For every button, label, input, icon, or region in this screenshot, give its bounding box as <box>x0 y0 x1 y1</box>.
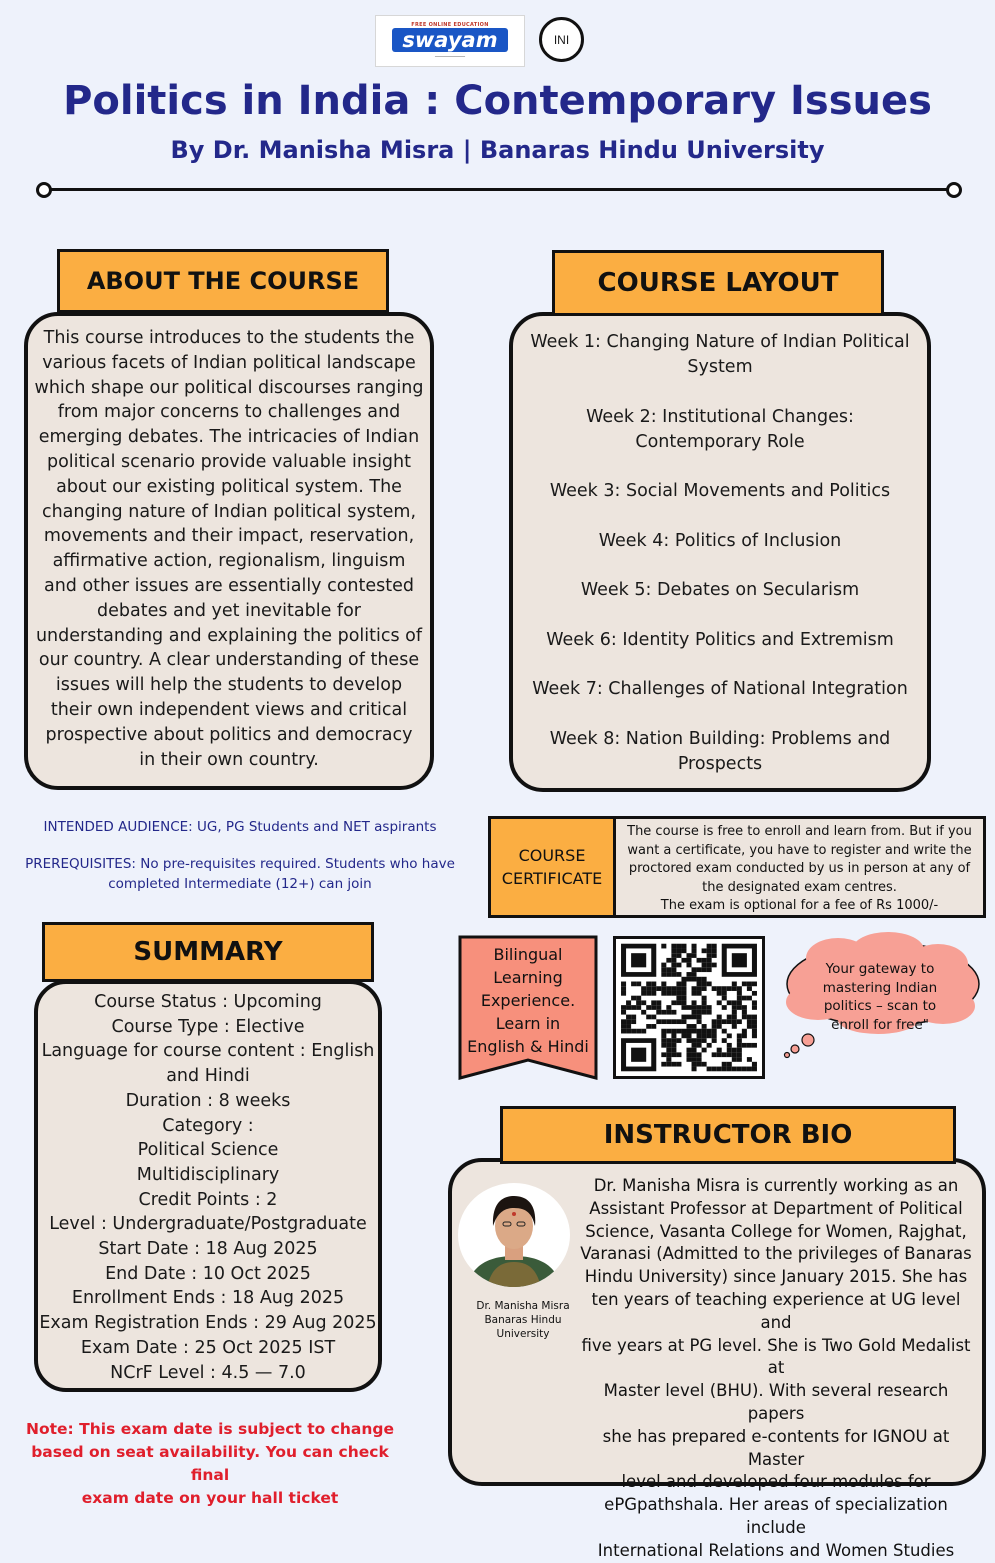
bio-line: Science, Vasanta College for Women, Rajghat, <box>585 1221 967 1241</box>
instructor-bio-text <box>574 1175 978 1563</box>
certificate-line: The course is free to enroll and learn from. But if you <box>627 824 972 839</box>
about-line: political scenario provide valuable insight <box>46 451 411 472</box>
about-line: and other issues are essentially contested <box>43 575 415 596</box>
course-week-item <box>513 479 927 504</box>
course-week-item <box>513 628 927 653</box>
bio-line: Dr. Manisha Misra is currently working as an <box>593 1176 959 1195</box>
photo-caption-line: University <box>496 1328 550 1340</box>
prerequisites-line-2: completed Intermediate (12+) can join <box>108 875 372 892</box>
about-line: understanding and explaining the politics of <box>35 625 423 646</box>
course-layout-list <box>513 330 927 777</box>
about-line: prospective about politics and democracy <box>45 724 413 745</box>
about-line: from major concerns to challenges and <box>57 402 401 423</box>
swayam-tagline: FREE ONLINE EDUCATION <box>411 22 489 28</box>
swayam-logo <box>375 15 525 67</box>
instructor-photo <box>457 1182 571 1288</box>
summary-line: Course Type : Elective <box>111 1016 305 1037</box>
bubble-line: politics – scan to <box>823 998 937 1014</box>
summary-line: Multidisciplinary <box>136 1164 280 1185</box>
ini-logo: INI <box>539 17 584 62</box>
bilingual-ribbon <box>458 935 598 1081</box>
course-week-line: Week 6: Identity Politics and Extremism <box>546 629 894 650</box>
bio-line: five years at PG level. She is Two Gold Medalist at <box>581 1335 971 1378</box>
divider-left-dot <box>36 182 52 198</box>
swayam-motto-line: ────────── <box>434 54 466 60</box>
prerequisites <box>20 855 460 894</box>
bio-line: ePGpathshala. Her areas of specialization include <box>604 1495 948 1537</box>
note-line: exam date on your hall ticket <box>81 1489 339 1507</box>
about-line: This course introduces to the students the <box>43 328 415 348</box>
summary-heading: SUMMARY <box>42 922 374 982</box>
course-certificate-text <box>613 816 986 918</box>
summary-line: Start Date : 18 Aug 2025 <box>98 1239 318 1260</box>
prerequisites-line-1: PREREQUISITES: No pre-requisites required. Students who have <box>25 856 455 872</box>
header-divider <box>42 188 956 191</box>
bio-line: Assistant Professor at Department of Political <box>589 1198 963 1218</box>
summary-line: Category : <box>162 1115 254 1136</box>
bilingual-line: Learning <box>493 968 563 987</box>
instructor-photo-caption <box>466 1299 580 1341</box>
summary-line: Credit Points : 2 <box>138 1189 278 1210</box>
course-week-item <box>513 529 927 554</box>
course-week-line: Week 2: Institutional Changes: <box>586 406 854 427</box>
about-course-panel <box>24 312 434 790</box>
course-week-item <box>513 578 927 603</box>
bilingual-line: English & Hindi <box>467 1037 589 1056</box>
about-course-text <box>28 316 430 772</box>
course-week-line: Contemporary Role <box>635 431 805 452</box>
bio-line: ten years of teaching experience at UG level and <box>591 1289 961 1332</box>
course-week-line: Week 8: Nation Building: Problems and <box>549 728 891 749</box>
about-line: various facets of Indian political landscape <box>42 352 416 373</box>
certificate-line: The exam is optional for a fee of Rs 1000/- <box>660 898 939 913</box>
course-layout-panel <box>509 312 931 792</box>
summary-line: Duration : 8 weeks <box>125 1090 291 1111</box>
bio-line: level and developed four modules for <box>621 1472 931 1492</box>
bubble-line: mastering Indian <box>822 979 938 996</box>
summary-line: Exam Date : 25 Oct 2025 IST <box>80 1337 336 1358</box>
summary-panel <box>34 980 382 1392</box>
note-line: Note: This exam date is subject to change <box>26 1420 394 1438</box>
page-subtitle: By Dr. Manisha Misra | Banaras Hindu University <box>170 136 825 164</box>
bubble-line: enroll for free" <box>831 1016 929 1033</box>
photo-caption-line: Banaras Hindu <box>484 1314 562 1326</box>
bilingual-line: Learn in <box>495 1014 561 1033</box>
summary-line: Political Science <box>137 1140 279 1161</box>
about-line: debates and yet inevitable for <box>97 600 361 621</box>
swayam-wordmark: swayam <box>392 28 507 52</box>
course-layout-heading: COURSE LAYOUT <box>552 250 884 316</box>
about-line: our country. A clear understanding of these <box>38 650 420 671</box>
intended-audience: INTENDED AUDIENCE: UG, PG Students and NET aspirants <box>43 819 437 835</box>
course-week-item <box>513 677 927 702</box>
about-line: changing nature of Indian political system, <box>41 501 417 522</box>
course-certificate-label <box>488 816 616 918</box>
divider-right-dot <box>946 182 962 198</box>
about-line: issues will help the students to develop <box>55 675 403 696</box>
about-line: their own independent views and critical <box>50 699 408 720</box>
thought-bubble-text <box>805 960 955 1034</box>
instructor-bio-heading: INSTRUCTOR BIO <box>500 1106 956 1164</box>
bubble-line: Your gateway to <box>825 961 935 977</box>
note-line: based on seat availability. You can check final <box>31 1443 389 1484</box>
summary-line: Level : Undergraduate/Postgraduate <box>49 1214 367 1235</box>
course-week-line: Prospects <box>677 753 763 774</box>
summary-line: NCrF Level : 4.5 — 7.0 <box>110 1362 306 1383</box>
course-week-line: System <box>687 357 753 377</box>
about-line: emerging debates. The intricacies of Indian <box>38 427 420 448</box>
course-week-line: Week 7: Challenges of National Integration <box>532 679 908 699</box>
bio-line: International Relations and Women Studies <box>597 1540 955 1560</box>
summary-line: and Hindi <box>166 1066 250 1087</box>
exam-date-note <box>14 1418 406 1510</box>
summary-line: Language for course content : English <box>41 1041 375 1062</box>
course-week-line: Week 3: Social Movements and Politics <box>549 481 891 501</box>
summary-line: Course Status : Upcoming <box>94 992 322 1012</box>
qr-code[interactable] <box>613 936 765 1079</box>
certificate-label-line-1: COURSE <box>518 846 586 865</box>
course-week-line: Week 4: Politics of Inclusion <box>598 530 842 551</box>
summary-line: Enrollment Ends : 18 Aug 2025 <box>71 1288 345 1309</box>
about-line: which shape our political discourses ranging <box>34 377 424 398</box>
about-line: about our existing political system. The <box>56 476 402 497</box>
about-line: in their own country. <box>139 749 319 770</box>
summary-line: Exam Registration Ends : 29 Aug 2025 <box>39 1313 377 1334</box>
bilingual-line: Bilingual <box>493 945 563 964</box>
photo-caption-line: Dr. Manisha Misra <box>476 1300 570 1312</box>
about-course-heading: ABOUT THE COURSE <box>57 249 389 313</box>
bio-line: Varanasi (Admitted to the privileges of Banaras <box>580 1244 972 1264</box>
course-week-item <box>513 330 927 380</box>
summary-text <box>38 984 378 1385</box>
summary-line: End Date : 10 Oct 2025 <box>105 1263 311 1284</box>
page-title: Politics in India : Contemporary Issues <box>63 78 932 124</box>
course-week-item <box>513 727 927 777</box>
bio-line: Master level (BHU). With several research papers <box>603 1381 949 1423</box>
bilingual-line: Experience. <box>480 991 576 1010</box>
bilingual-text <box>458 935 598 1058</box>
certificate-line: want a certificate, you have to register and write the <box>627 842 972 858</box>
about-line: affirmative action, regionalism, linguism <box>52 551 406 572</box>
qr-code-image <box>616 939 762 1076</box>
course-week-line: Week 5: Debates on Secularism <box>580 580 860 600</box>
course-week-item <box>513 405 927 455</box>
about-line: movements and their impact, reservation, <box>43 526 415 547</box>
course-week-line: Week 1: Changing Nature of Indian Political <box>530 332 910 352</box>
certificate-label-line-2: CERTIFICATE <box>501 869 603 888</box>
certificate-line: proctored exam conducted by us in person at any of <box>628 861 971 876</box>
bio-line: Hindu University) since January 2015. She has <box>584 1267 968 1287</box>
bio-line: she has prepared e-contents for IGNOU at Master <box>602 1426 950 1469</box>
certificate-line: the designated exam centres. <box>702 879 897 895</box>
